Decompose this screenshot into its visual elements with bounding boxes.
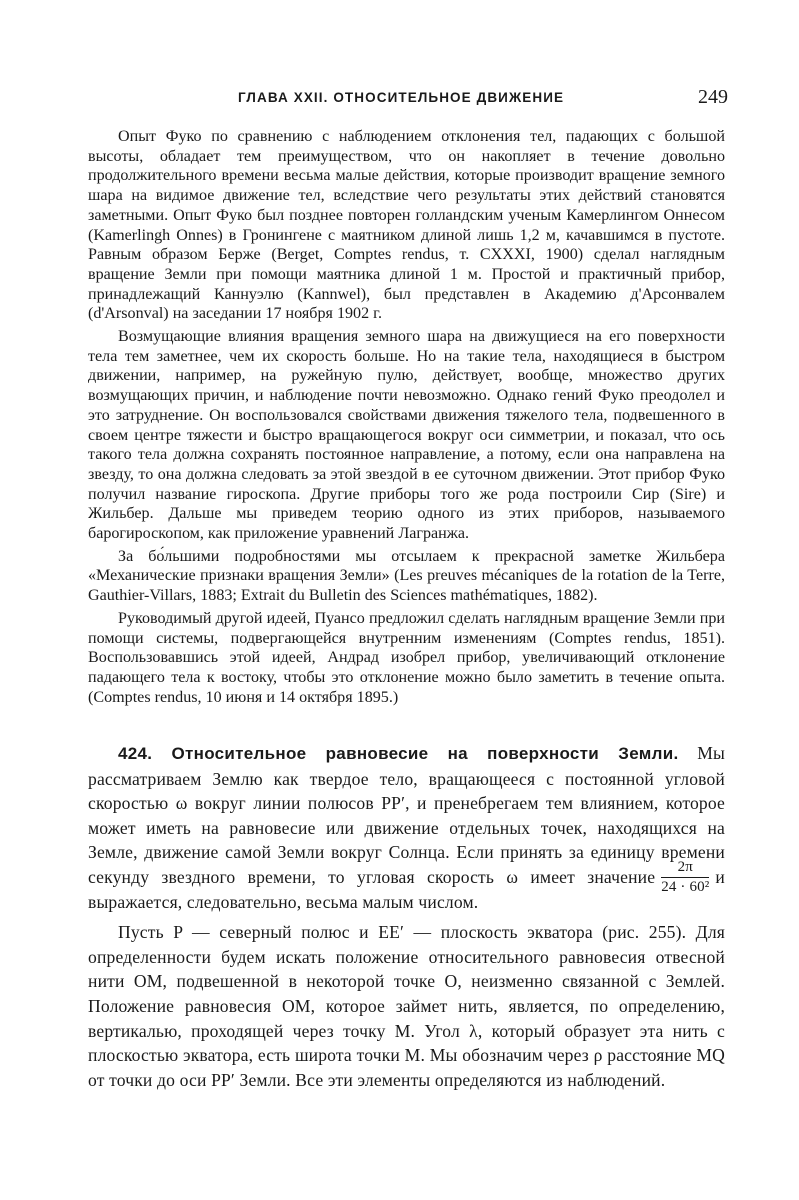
- page-number: 249: [698, 86, 728, 108]
- fraction-denominator: 24 · 60²: [661, 879, 710, 896]
- small-print-block: [88, 127, 725, 710]
- page-header: [88, 86, 728, 114]
- fraction-numerator: 2π: [661, 860, 709, 878]
- running-title: ГЛАВА XXII. ОТНОСИТЕЛЬНОЕ ДВИЖЕНИЕ: [238, 90, 565, 105]
- paragraph-gyroscope: Возмущающие влияния вращения земного шара на движущиеся на его поверхности тела тем заметнее, чем их скорость больше. Но на такие тела, находящиеся в быстром движении, например, на ружейную пулю, действует, вообще, множество других возмущающих причин, и наблюдение почти невозможно. Однако гений Фуко преодолел и это затруднение. Он воспользовался свойствами движения тяжелого тела, подвешенного в своем центре тяжести и быстро вращающегося вокруг оси симметрии, и показал, что ось такого тела должна сохранять постоянное направление, а потому, если она направлена на звезду, то она должна следовать за этой звездой в ее суточном движении. Этот прибор Фуко получил название гироскопа. Другие приборы того же рода построили Сир (Sire) и Жильбер. Дальше мы приведем теорию одного из этих приборов, называемого барогироскопом, как приложение уравнений Лагранжа.: [88, 328, 725, 543]
- section-p1-text: Мы рассматриваем Землю как твердое тело, вращающееся с постоянной угловой скоростью ω вокруг линии полюсов PP′, и пренебрегаем тем влиянием, которое может иметь на равновесие или движение отдельных точек, находящихся на Земле, движение самой Земли вокруг Солнца. Если принять за единицу времени секунду звездного времени, то угловая скорость ω имеет значение: [88, 743, 725, 887]
- paragraph-gilbert-reference: За бо́льшими подробностями мы отсылаем к прекрасной заметке Жильбера «Механические признаки вращения Земли» (Les preuves mécaniques de la rotation de la Terre, Gauthier-Villars, 1883; Extrait du Bulletin des Sciences mathématiques, 1882).: [88, 547, 725, 605]
- section-424: [88, 741, 725, 1098]
- section-paragraph-2: Пусть P — северный полюс и EE′ — плоскость экватора (рис. 255). Для определенности будем искать положение относительного равновесия отвесной нити OM, подвешенной в некоторой точке O, неизменно связанной с Землей. Положение равновесия OM, которое займет нить, является, по определению, вертикалью, проходящей через точку M. Угол λ, который образует эта нить с плоскостью экватора, есть широта точки M. Мы обозначим через ρ расстояние MQ от точки до оси PP′ Земли. Все эти элементы определяются из наблюдений.: [88, 922, 725, 1090]
- omega-fraction: [661, 860, 709, 895]
- paragraph-poinsot: Руководимый другой идеей, Пуансо предложил сделать наглядным вращение Земли при помощи системы, подвергающейся внутренним изменениям (Comptes rendus, 1851). Воспользовавшись этой идеей, Андрад изобрел прибор, увеличивающий отклонение падающего тела к востоку, чтобы это отклонение можно было заметить в течение опыта. (Comptes rendus, 10 июня и 14 октября 1895.): [88, 609, 725, 706]
- section-paragraph-1: [88, 741, 725, 914]
- section-title: 424. Относительное равновесие на поверхности Земли.: [118, 744, 679, 763]
- paragraph-foucault-experiment: Опыт Фуко по сравнению с наблюдением отклонения тел, падающих с большой высоты, обладает тем преимуществом, что он накопляет в течение довольно продолжительного времени весьма малые действия, которые производит вращение земного шара на видимое движение тел, вследствие чего результаты этих действий становятся заметными. Опыт Фуко был позднее повторен голландским ученым Камерлингом Оннесом (Kamerlingh Onnes) в Гронингене с маятником длиной лишь 1,2 м, качавшимся в пустоте. Равным образом Берже (Berget, Comptes rendus, т. CXXXI, 1900) сделал наглядным вращение Земли при помощи маятника длиной 1 м. Простой и практичный прибор, принадлежащий Каннуэлю (Kannwel), был представлен в Академию д'Арсонвалем (d'Arsonval) на заседании 17 ноября 1902 г.: [88, 128, 725, 323]
- section-p1-tail: и выражается, следовательно, весьма малым числом.: [88, 866, 725, 912]
